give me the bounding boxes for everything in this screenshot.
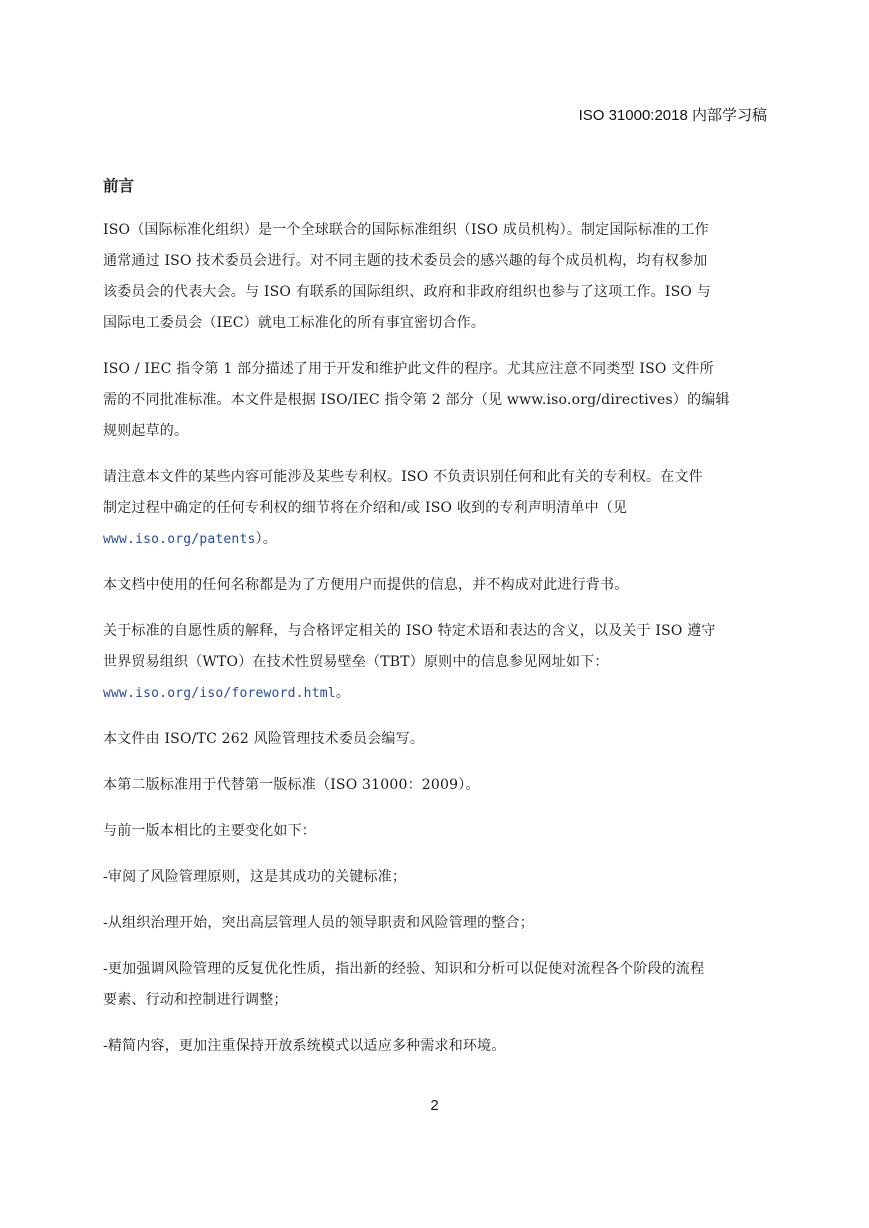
- paragraph-line: 该委员会的代表大会。与 ISO 有联系的国际组织、政府和非政府组织也参与了这项工作。ISO 与: [103, 284, 711, 300]
- paragraph-line: -更加强调风险管理的反复优化性质，指出新的经验、知识和分析可以促使对流程各个阶段的流程: [103, 961, 705, 977]
- paragraph-trade-names: [103, 570, 775, 601]
- paragraph-line: 本文件由 ISO/TC 262 风险管理技术委员会编写。: [103, 731, 425, 747]
- paragraph-line: 通常通过 ISO 技术委员会进行。对不同主题的技术委员会的感兴趣的每个成员机构，均有权参加: [103, 253, 708, 269]
- paragraph-line: 制定过程中确定的任何专利权的细节将在介绍和/或 ISO 收到的专利声明清单中（见: [103, 500, 628, 516]
- paragraph-line: 关于标准的自愿性质的解释，与合格评定相关的 ISO 特定术语和表达的含义，以及关于 ISO 遵守: [103, 623, 716, 639]
- change-item-streamlined: [103, 1031, 775, 1062]
- patents-link[interactable]: www.iso.org/patents: [103, 532, 256, 547]
- paragraph-voluntary-nature: [103, 616, 775, 709]
- document-body: [103, 174, 775, 1077]
- paragraph-line: 本文档中使用的任何名称都是为了方便用户而提供的信息，并不构成对此进行背书。: [103, 577, 629, 593]
- paragraph-line: 世界贸易组织（WTO）在技术性贸易壁垒（TBT）原则中的信息参见网址如下：: [103, 654, 609, 670]
- paragraph-tail: 。: [335, 685, 350, 701]
- paragraph-line: 国际电工委员会（IEC）就电工标准化的所有事宜密切合作。: [103, 315, 486, 331]
- paragraph-line: ISO / IEC 指令第 1 部分描述了用于开发和维护此文件的程序。尤其应注意不同类型 ISO 文件所: [103, 361, 714, 377]
- paragraph-line: -审阅了风险管理原则，这是其成功的关键标准；: [103, 869, 407, 885]
- paragraph-committee: [103, 724, 775, 755]
- paragraph-line: -从组织治理开始，突出高层管理人员的领导职责和风险管理的整合；: [103, 915, 534, 931]
- change-item-principles: [103, 862, 775, 893]
- foreword-link[interactable]: www.iso.org/iso/foreword.html: [103, 686, 336, 701]
- paragraph-line: [103, 678, 775, 709]
- paragraph-line: 与前一版本相比的主要变化如下：: [103, 823, 316, 839]
- page-number: 2: [430, 1097, 439, 1114]
- paragraph-line: 本第二版标准用于代替第一版标准（ISO 31000：2009）。: [103, 777, 480, 793]
- paragraph-patents: [103, 462, 775, 555]
- change-item-leadership: [103, 908, 775, 939]
- paragraph-edition: [103, 770, 775, 801]
- paragraph-line: 要素、行动和控制进行调整；: [103, 992, 288, 1008]
- paragraph-line: -精简内容，更加注重保持开放系统模式以适应多种需求和环境。: [103, 1038, 506, 1054]
- paragraph-line: [103, 524, 775, 555]
- change-item-iterative: [103, 954, 775, 1016]
- paragraph-changes-intro: [103, 816, 775, 847]
- paragraph-iso-intro: [103, 215, 775, 339]
- section-title: 前言: [103, 177, 135, 195]
- paragraph-line: 需的不同批准标准。本文件是根据 ISO/IEC 指令第 2 部分（见 www.iso.org/directives）的编辑: [103, 392, 730, 408]
- paragraph-tail: ）。: [255, 531, 277, 547]
- paragraph-line: 规则起草的。: [103, 423, 189, 439]
- document-header: ISO 31000:2018 内部学习稿: [578, 107, 767, 124]
- paragraph-line: ISO（国际标准化组织）是一个全球联合的国际标准组织（ISO 成员机构）。制定国际标准的工作: [103, 222, 709, 238]
- paragraph-directives: [103, 354, 775, 447]
- paragraph-line: 请注意本文件的某些内容可能涉及某些专利权。ISO 不负责识别任何和此有关的专利权。在文件: [103, 469, 703, 485]
